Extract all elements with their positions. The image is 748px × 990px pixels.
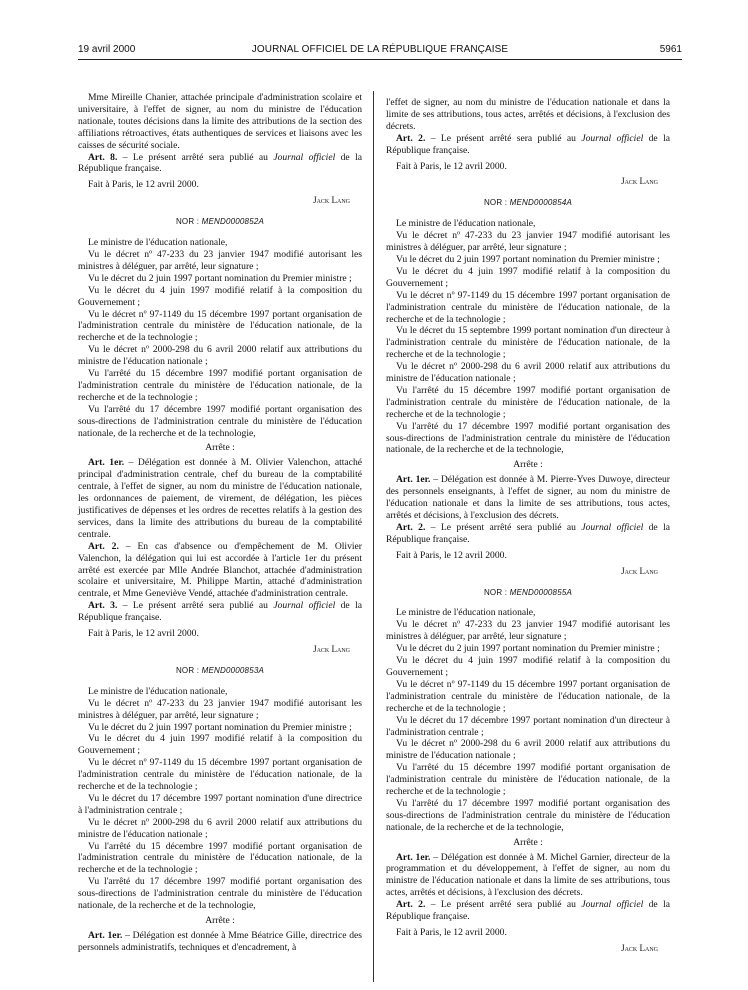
preamble-paragraph: Vu l'arrêté du 15 décembre 1997 modifié portant organisation de l'administration centrale du ministère de l'éducation nationale, de la recherche et de la technologie ;	[78, 368, 362, 403]
fait-a-paris: Fait à Paris, le 12 avril 2000.	[88, 179, 199, 191]
preamble-paragraph: Le ministre de l'éducation nationale,	[88, 685, 228, 697]
page-header	[78, 44, 682, 60]
nor-reference: NOR : MEND0000854A	[483, 198, 573, 208]
signature: Jack Lang	[621, 176, 658, 187]
preamble-paragraph: Vu le décret nº 2000-298 du 6 avril 2000 relatif aux attributions du ministre de l'éducation nationale ;	[386, 361, 670, 385]
fait-a-paris: Fait à Paris, le 12 avril 2000.	[396, 549, 507, 561]
preamble-paragraph: Vu le décret du 15 septembre 1999 portant nomination d'un directeur à l'administration centrale du ministère de l'éducation nationale, de la recherche et de la technologie ;	[386, 325, 670, 361]
article-2: Art. 2. – Le présent arrêté sera publié au Journal officiel de la République française.	[386, 521, 670, 545]
article-1: Art. 1er. – Délégation est donnée à M. Olivier Valenchon, attaché principal d'administration centrale, chef du bureau de la comptabilité centrale, à l'effet de signer, au nom du ministre de l'éducation nationale, les ordonnances de paiement, de virement, de délégation, les pièces justificatives de dépenses et les ordres de recettes relatifs à la gestion des services, dans la limite des attributions du bureau de la comptabilité centrale.	[78, 457, 362, 540]
preamble-paragraph: Vu le décret du 4 juin 1997 modifié relatif à la composition du Gouvernement ;	[78, 733, 362, 757]
article-3: Art. 3. – Le présent arrêté sera publié au Journal officiel de la République française.	[78, 600, 362, 624]
article-label: Art. 8.	[88, 151, 118, 163]
preamble-paragraph: Vu le décret nº 47-233 du 23 janvier 1947 modifié autorisant les ministres à déléguer, par arrêté, leur signature ;	[78, 697, 362, 721]
fait-a-paris: Fait à Paris, le 12 avril 2000.	[88, 628, 199, 640]
signature: Jack Lang	[313, 195, 350, 206]
arrete-heading: Arrête :	[513, 459, 543, 471]
preamble-paragraph: Vu le décret du 2 juin 1997 portant nomination du Premier ministre ;	[88, 721, 352, 733]
preamble-paragraph: Le ministre de l'éducation nationale,	[88, 237, 228, 249]
preamble-paragraph: Vu le décret du 17 décembre 1997 portant nomination d'un directeur à l'administration centrale ;	[386, 714, 670, 738]
header-date: 19 avril 2000	[78, 44, 136, 55]
preamble-paragraph: Vu l'arrêté du 17 décembre 1997 modifié portant organisation des sous-directions de l'administration centrale du ministère de l'éducation nationale, de la recherche et de la technologie,	[78, 876, 362, 912]
journal-title: JOURNAL OFFICIEL DE LA RÉPUBLIQUE FRANÇAISE	[251, 44, 509, 55]
preamble-paragraph: Vu l'arrêté du 15 décembre 1997 modifié portant organisation de l'administration centrale du ministère de l'éducation nationale, de la recherche et de la technologie ;	[386, 384, 670, 420]
preamble-paragraph: Vu le décret nº 47-233 du 23 janvier 1947 modifié autorisant les ministres à déléguer, par arrêté, leur signature ;	[78, 248, 362, 272]
column-separator	[373, 91, 374, 982]
preamble-paragraph: Vu le décret du 2 juin 1997 portant nomination du Premier ministre ;	[88, 272, 352, 284]
article-8: Art. 8. – Le présent arrêté sera publié au Journal officiel de la République française.	[78, 151, 362, 175]
left-column	[78, 92, 362, 954]
preamble-paragraph: Vu le décret nº 2000-298 du 6 avril 2000 relatif aux attributions du ministre de l'éducation nationale ;	[78, 344, 362, 368]
signature: Jack Lang	[313, 643, 350, 654]
signature: Jack Lang	[621, 942, 658, 953]
preamble-paragraph: Vu le décret du 4 juin 1997 modifié relatif à la composition du Gouvernement ;	[386, 265, 670, 289]
article-2: Art. 2. – En cas d'absence ou d'empêchement de M. Olivier Valenchon, la délégation qui lui est accordée à l'article 1er du présent arrêté est exercée par Mlle Andrée Blanchot, attachée d'administration scolaire et universitaire, M. Philippe Martin, attaché d'administration centrale, et Mme Geneviève Vendé, attachée d'administration centrale.	[78, 540, 363, 600]
preamble-paragraph: Vu le décret nº 97-1149 du 15 décembre 1997 portant organisation de l'administration centrale du ministère de l'éducation nationale, de la recherche et de la technologie ;	[78, 308, 362, 344]
continuation-paragraph: l'effet de signer, au nom du ministre de l'éducation nationale et dans la limite de ses attributions, tous actes, arrêtés et décisions, à l'exclusion des décrets.	[386, 97, 670, 132]
preamble-paragraph: Vu le décret nº 97-1149 du 15 décembre 1997 portant organisation de l'administration centrale du ministère de l'éducation nationale, de la recherche et de la technologie ;	[386, 289, 670, 325]
nor-reference: NOR : MEND0000855A	[483, 587, 573, 597]
preamble-paragraph: Vu l'arrêté du 17 décembre 1997 modifié portant organisation des sous-directions de l'administration centrale du ministère de l'éducation nationale, de la recherche et de la technologie,	[386, 797, 670, 833]
preamble-paragraph: Vu le décret nº 47-233 du 23 janvier 1947 modifié autorisant les ministres à déléguer, par arrêté, leur signature ;	[386, 619, 670, 643]
article-2: Art. 2. – Le présent arrêté sera publié au Journal officiel de la République française.	[386, 132, 670, 156]
preamble-paragraph: Vu le décret du 4 juin 1997 modifié relatif à la composition du Gouvernement ;	[386, 655, 670, 678]
preamble-paragraph: Vu le décret du 2 juin 1997 portant nomination du Premier ministre ;	[396, 643, 660, 655]
preamble-paragraph: Le ministre de l'éducation nationale,	[396, 607, 536, 619]
right-column	[386, 97, 670, 959]
fait-a-paris: Fait à Paris, le 12 avril 2000.	[396, 927, 507, 938]
nor-reference: NOR : MEND0000852A	[175, 217, 265, 227]
preamble-paragraph: Vu le décret nº 97-1149 du 15 décembre 1997 portant organisation de l'administration centrale du ministère de l'éducation nationale, de la recherche et de la technologie ;	[386, 678, 670, 714]
nor-reference: NOR : MEND0000853A	[175, 665, 265, 675]
arrete-heading: Arrête :	[205, 915, 235, 926]
header-rule	[78, 59, 682, 60]
preamble-paragraph: Vu le décret du 4 juin 1997 modifié relatif à la composition du Gouvernement ;	[78, 284, 362, 308]
signature: Jack Lang	[621, 565, 658, 576]
fait-a-paris: Fait à Paris, le 12 avril 2000.	[396, 160, 507, 172]
article-1: Art. 1er. – Délégation est donnée à M. Michel Garnier, directeur de la programmation et du développement, à l'effet de signer, au nom du ministre de l'éducation nationale et dans la limite de ses attributions, tous actes, arrêtés et décisions, à l'exclusion des décrets.	[386, 851, 671, 899]
preamble-paragraph: Vu le décret nº 47-233 du 23 janvier 1947 modifié autorisant les ministres à déléguer, par arrêté, leur signature ;	[386, 230, 670, 254]
article-1: Art. 1er. – Délégation est donnée à Mme Béatrice Gille, directrice des personnels administratifs, techniques et d'encadrement, à	[78, 929, 362, 953]
preamble-paragraph: Vu l'arrêté du 15 décembre 1997 modifié portant organisation de l'administration centrale du ministère de l'éducation nationale, de la recherche et de la technologie ;	[386, 762, 670, 798]
page-number: 5961	[659, 44, 682, 55]
article-1: Art. 1er. – Délégation est donnée à M. Pierre-Yves Duwoye, directeur des personnels enseignants, à l'effet de signer, au nom du ministre de l'éducation nationale et dans la limite de ses attributions, tous actes, arrêtés et décisions, à l'exclusion des décrets.	[386, 474, 670, 521]
preamble-paragraph: Vu l'arrêté du 15 décembre 1997 modifié portant organisation de l'administration centrale du ministère de l'éducation nationale, de la recherche et de la technologie ;	[78, 840, 362, 876]
preamble-paragraph: Le ministre de l'éducation nationale,	[396, 218, 536, 230]
preamble-paragraph: Vu l'arrêté du 17 décembre 1997 modifié portant organisation des sous-directions de l'administration centrale du ministère de l'éducation nationale, de la recherche et de la technologie,	[78, 403, 362, 439]
arrete-heading: Arrête :	[513, 836, 543, 848]
preamble-paragraph: Vu le décret nº 97-1149 du 15 décembre 1997 portant organisation de l'administration centrale du ministère de l'éducation nationale, de la recherche et de la technologie ;	[78, 757, 362, 793]
preamble-paragraph: Vu le décret du 2 juin 1997 portant nomination du Premier ministre ;	[396, 253, 660, 265]
continuation-paragraph: Mme Mireille Chanier, attachée principale d'administration scolaire et universitaire, à l'effet de signer, au nom du ministre de l'éducation nationale, toutes décisions dans la limite des attributions de la section des affiliations rétroactives, états authentiques de services et liaisons avec les caisses de sécurité sociale.	[78, 92, 362, 151]
preamble-paragraph: Vu le décret nº 2000-298 du 6 avril 2000 relatif aux attributions du ministre de l'éducation nationale ;	[78, 816, 362, 840]
preamble-paragraph: Vu l'arrêté du 17 décembre 1997 modifié portant organisation des sous-directions de l'administration centrale du ministère de l'éducation nationale, de la recherche et de la technologie,	[386, 420, 670, 456]
arrete-heading: Arrête :	[205, 442, 235, 454]
article-2: Art. 2. – Le présent arrêté sera publié au Journal officiel de la République française.	[386, 899, 670, 923]
preamble-paragraph: Vu le décret du 17 décembre 1997 portant nomination d'une directrice à l'administration centrale ;	[78, 792, 362, 816]
preamble-paragraph: Vu le décret nº 2000-298 du 6 avril 2000 relatif aux attributions du ministre de l'éducation nationale ;	[386, 738, 670, 762]
